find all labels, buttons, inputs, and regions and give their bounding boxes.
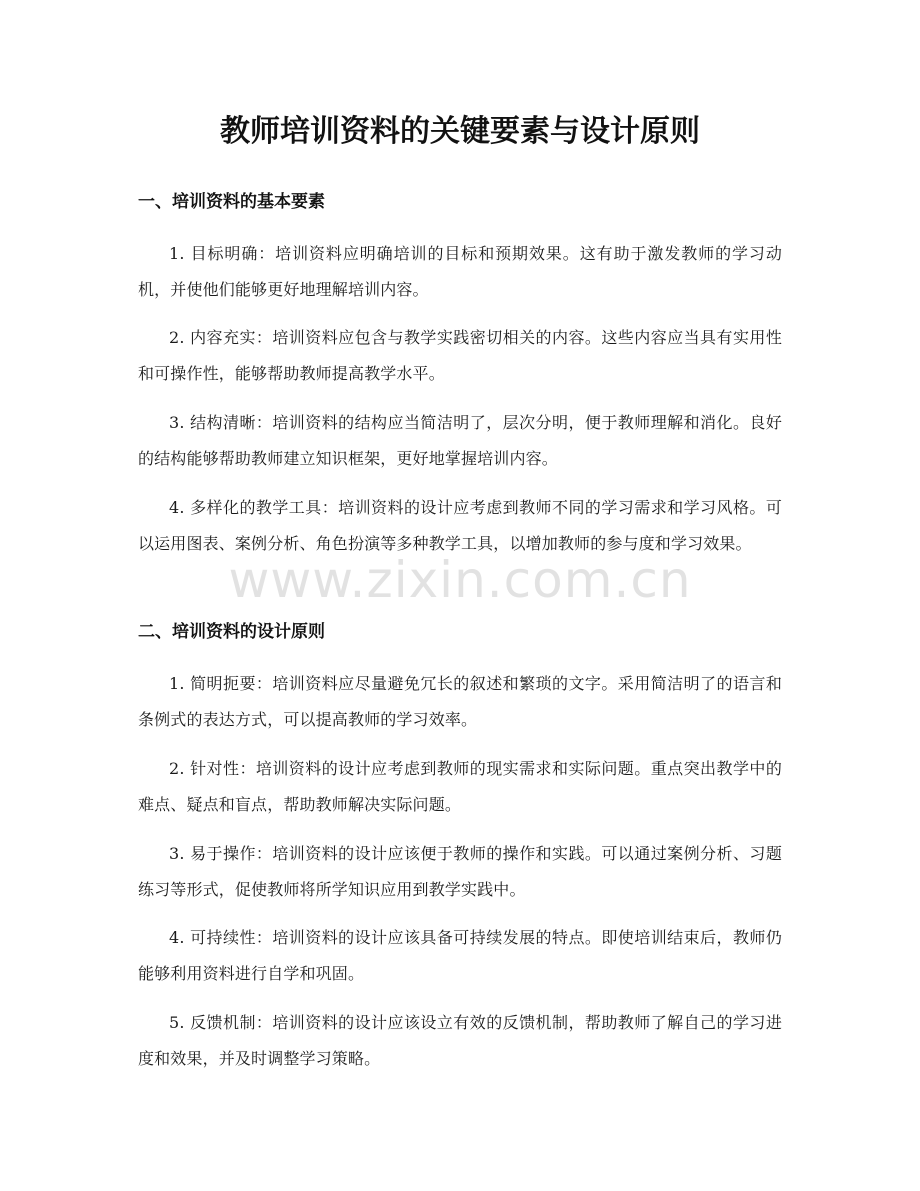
paragraph-item: 4. 可持续性：培训资料的设计应该具备可持续发展的特点。即使培训结束后，教师仍能够利用资料进行自学和巩固。	[138, 928, 782, 983]
section-heading-design-principles: 二、培训资料的设计原则	[138, 622, 325, 642]
paragraph-item: 1. 简明扼要：培训资料应尽量避免冗长的叙述和繁琐的文字。采用简洁明了的语言和条例式的表达方式，可以提高教师的学习效率。	[138, 674, 782, 729]
paragraph-item: 2. 内容充实：培训资料应包含与教学实践密切相关的内容。这些内容应当具有实用性和可操作性，能够帮助教师提高教学水平。	[138, 328, 782, 383]
paragraph-item: 2. 针对性：培训资料的设计应考虑到教师的现实需求和实际问题。重点突出教学中的难点、疑点和盲点，帮助教师解决实际问题。	[138, 759, 782, 814]
paragraph-item: 5. 反馈机制：培训资料的设计应该设立有效的反馈机制，帮助教师了解自己的学习进度和效果，并及时调整学习策略。	[138, 1013, 782, 1068]
paragraph-item: 3. 结构清晰：培训资料的结构应当简洁明了，层次分明，便于教师理解和消化。良好的结构能够帮助教师建立知识框架，更好地掌握培训内容。	[138, 413, 782, 468]
watermark-text: www.zixin.com.cn	[228, 551, 692, 609]
paragraph-item: 4. 多样化的教学工具：培训资料的设计应考虑到教师不同的学习需求和学习风格。可以运用图表、案例分析、角色扮演等多种教学工具，以增加教师的参与度和学习效果。	[138, 498, 782, 553]
paragraph-item: 1. 目标明确：培训资料应明确培训的目标和预期效果。这有助于激发教师的学习动机，并使他们能够更好地理解培训内容。	[138, 244, 782, 299]
section-heading-basic-elements: 一、培训资料的基本要素	[138, 192, 325, 212]
paragraph-item: 3. 易于操作：培训资料的设计应该便于教师的操作和实践。可以通过案例分析、习题练习等形式，促使教师将所学知识应用到教学实践中。	[138, 844, 782, 899]
document-title: 教师培训资料的关键要素与设计原则	[220, 114, 700, 149]
